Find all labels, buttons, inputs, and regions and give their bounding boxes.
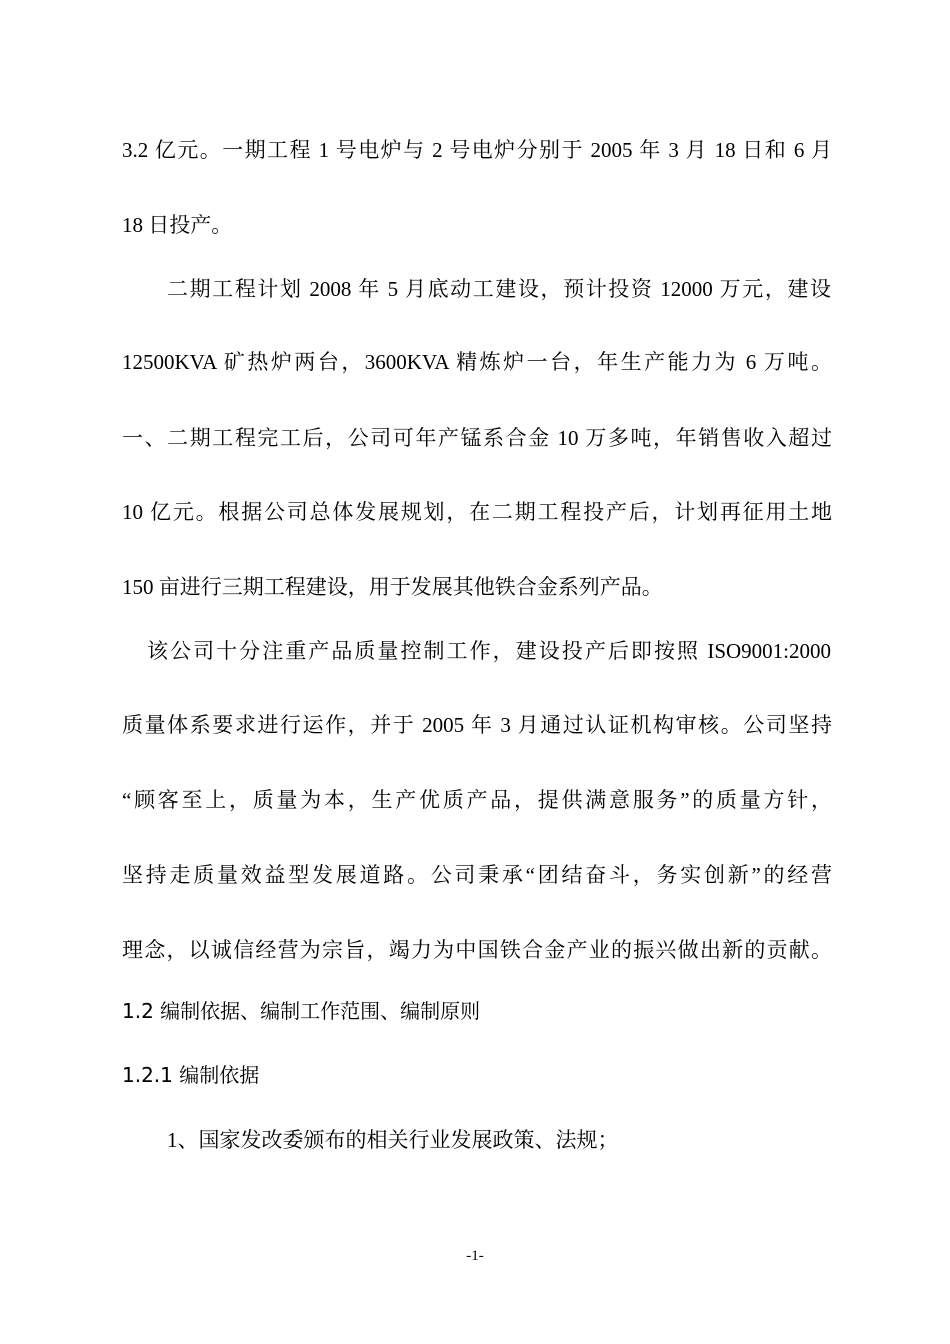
section-heading-1-2-1: 1.2.1 编制依据 (122, 1063, 260, 1087)
paragraph-line-7: 150 亩进行三期工程建设，用于发展其他铁合金系列产品。 (122, 575, 663, 599)
paragraph-line-8: 该公司十分注重产品质量控制工作，建设投产后即按照 ISO9001:2000 (147, 639, 831, 663)
paragraph-line-1: 3.2 亿元。一期工程 1 号电炉与 2 号电炉分别于 2005 年 3 月 18 日和 6 月 (122, 138, 832, 162)
paragraph-line-2: 18 日投产。 (122, 213, 233, 237)
paragraph-line-6: 10 亿元。根据公司总体发展规划，在二期工程投产后，计划再征用土地 (122, 500, 832, 524)
list-item-1: 1、国家发改委颁布的相关行业发展政策、法规； (167, 1128, 619, 1152)
paragraph-line-9: 质量体系要求进行运作，并于 2005 年 3 月通过认证机构审核。公司坚持 (122, 713, 832, 737)
paragraph-line-4: 12500KVA 矿热炉两台，3600KVA 精炼炉一台，年生产能力为 6 万吨。 (122, 350, 832, 374)
section-heading-1-2: 1.2 编制依据、编制工作范围、编制原则 (122, 999, 481, 1023)
paragraph-line-3: 二期工程计划 2008 年 5 月底动工建设，预计投资 12000 万元，建设 (167, 277, 831, 301)
page-number: -1- (466, 1248, 484, 1264)
paragraph-line-5: 一、二期工程完工后，公司可年产锰系合金 10 万多吨，年销售收入超过 (122, 426, 832, 450)
paragraph-line-10: “顾客至上，质量为本，生产优质产品，提供满意服务”的质量方针， (122, 788, 832, 812)
paragraph-line-12: 理念，以诚信经营为宗旨，竭力为中国铁合金产业的振兴做出新的贡献。 (122, 938, 832, 962)
paragraph-line-11: 坚持走质量效益型发展道路。公司秉承“团结奋斗，务实创新”的经营 (122, 863, 832, 887)
